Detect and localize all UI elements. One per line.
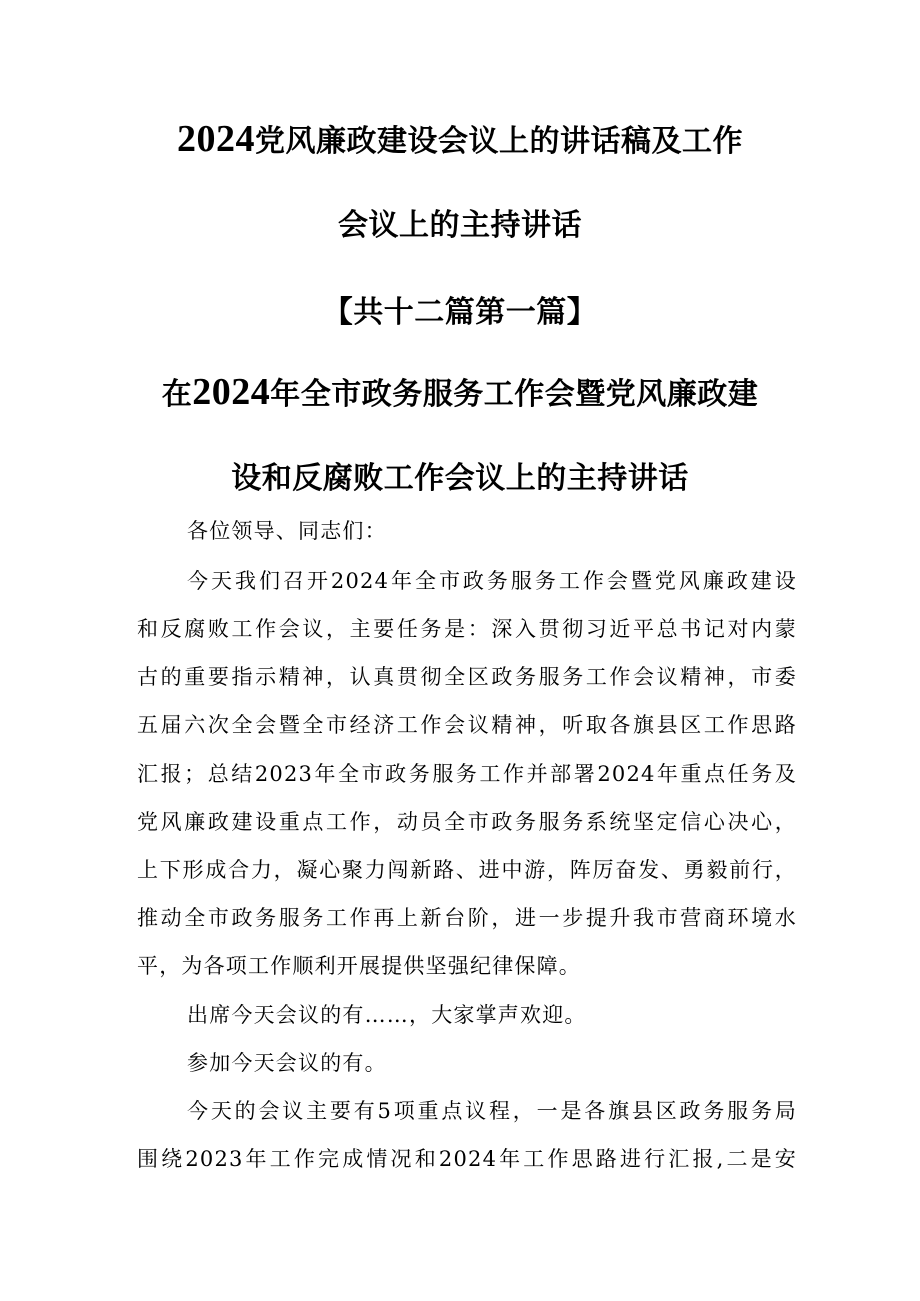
- paragraph-1-line: 党风廉政建设重点工作，动员全市政务服务系统坚定信心决心，: [137, 810, 797, 834]
- paragraph-1-line: 和反腐败工作会议，主要任务是：深入贯彻习近平总书记对内蒙: [137, 617, 797, 641]
- speech-title-line-1: [0, 369, 920, 414]
- speech-title-line-2: 设和反腐败工作会议上的主持讲话: [231, 461, 689, 496]
- paragraph-4-line: 围绕2023年工作完成情况和2024年工作思路进行汇报,二是安: [137, 1147, 797, 1171]
- paragraph-2: 出席今天会议的有……，大家掌声欢迎。: [187, 1003, 587, 1027]
- speech-title-prefix: 在: [161, 377, 193, 412]
- paragraph-1-line: 推动全市政务服务工作再上新台阶，进一步提升我市营商环境水: [137, 906, 797, 930]
- paragraph-1-line: 汇报；总结2023年全市政务服务工作并部署2024年重点任务及: [137, 762, 797, 786]
- speech-title-text: 年全市政务服务工作会暨党风廉政建: [270, 377, 759, 412]
- title-text: 党风廉政建设会议上的讲话稿及工作: [255, 124, 743, 159]
- paragraph-1-line: 古的重要指示精神，认真贯彻全区政务服务工作会议精神，市委: [137, 665, 797, 689]
- paragraph-1-line: 上下形成合力，凝心聚力闯新路、进中游，阵厉奋发、勇毅前行，: [137, 858, 797, 882]
- paragraph-1-line: 平，为各项工作顺利开展提供坚强纪律保障。: [137, 954, 581, 978]
- paragraph-1-line: 今天我们召开2024年全市政务服务工作会暨党风廉政建设: [187, 569, 797, 593]
- document-subtitle: 【共十二篇第一篇】: [322, 295, 598, 330]
- greeting: 各位领导、同志们：: [187, 519, 387, 543]
- speech-title-year: 2024: [192, 371, 271, 413]
- paragraph-1-line: 五届六次全会暨全市经济工作会议精神，听取各旗县区工作思路: [137, 713, 797, 737]
- document-title-line-2: 会议上的主持讲话: [338, 208, 582, 243]
- title-year: 2024: [177, 118, 255, 160]
- document-title-line-1: [0, 116, 920, 161]
- paragraph-4-line: 今天的会议主要有5项重点议程，一是各旗县区政务服务局: [187, 1099, 797, 1123]
- paragraph-3: 参加今天会议的有。: [187, 1051, 387, 1075]
